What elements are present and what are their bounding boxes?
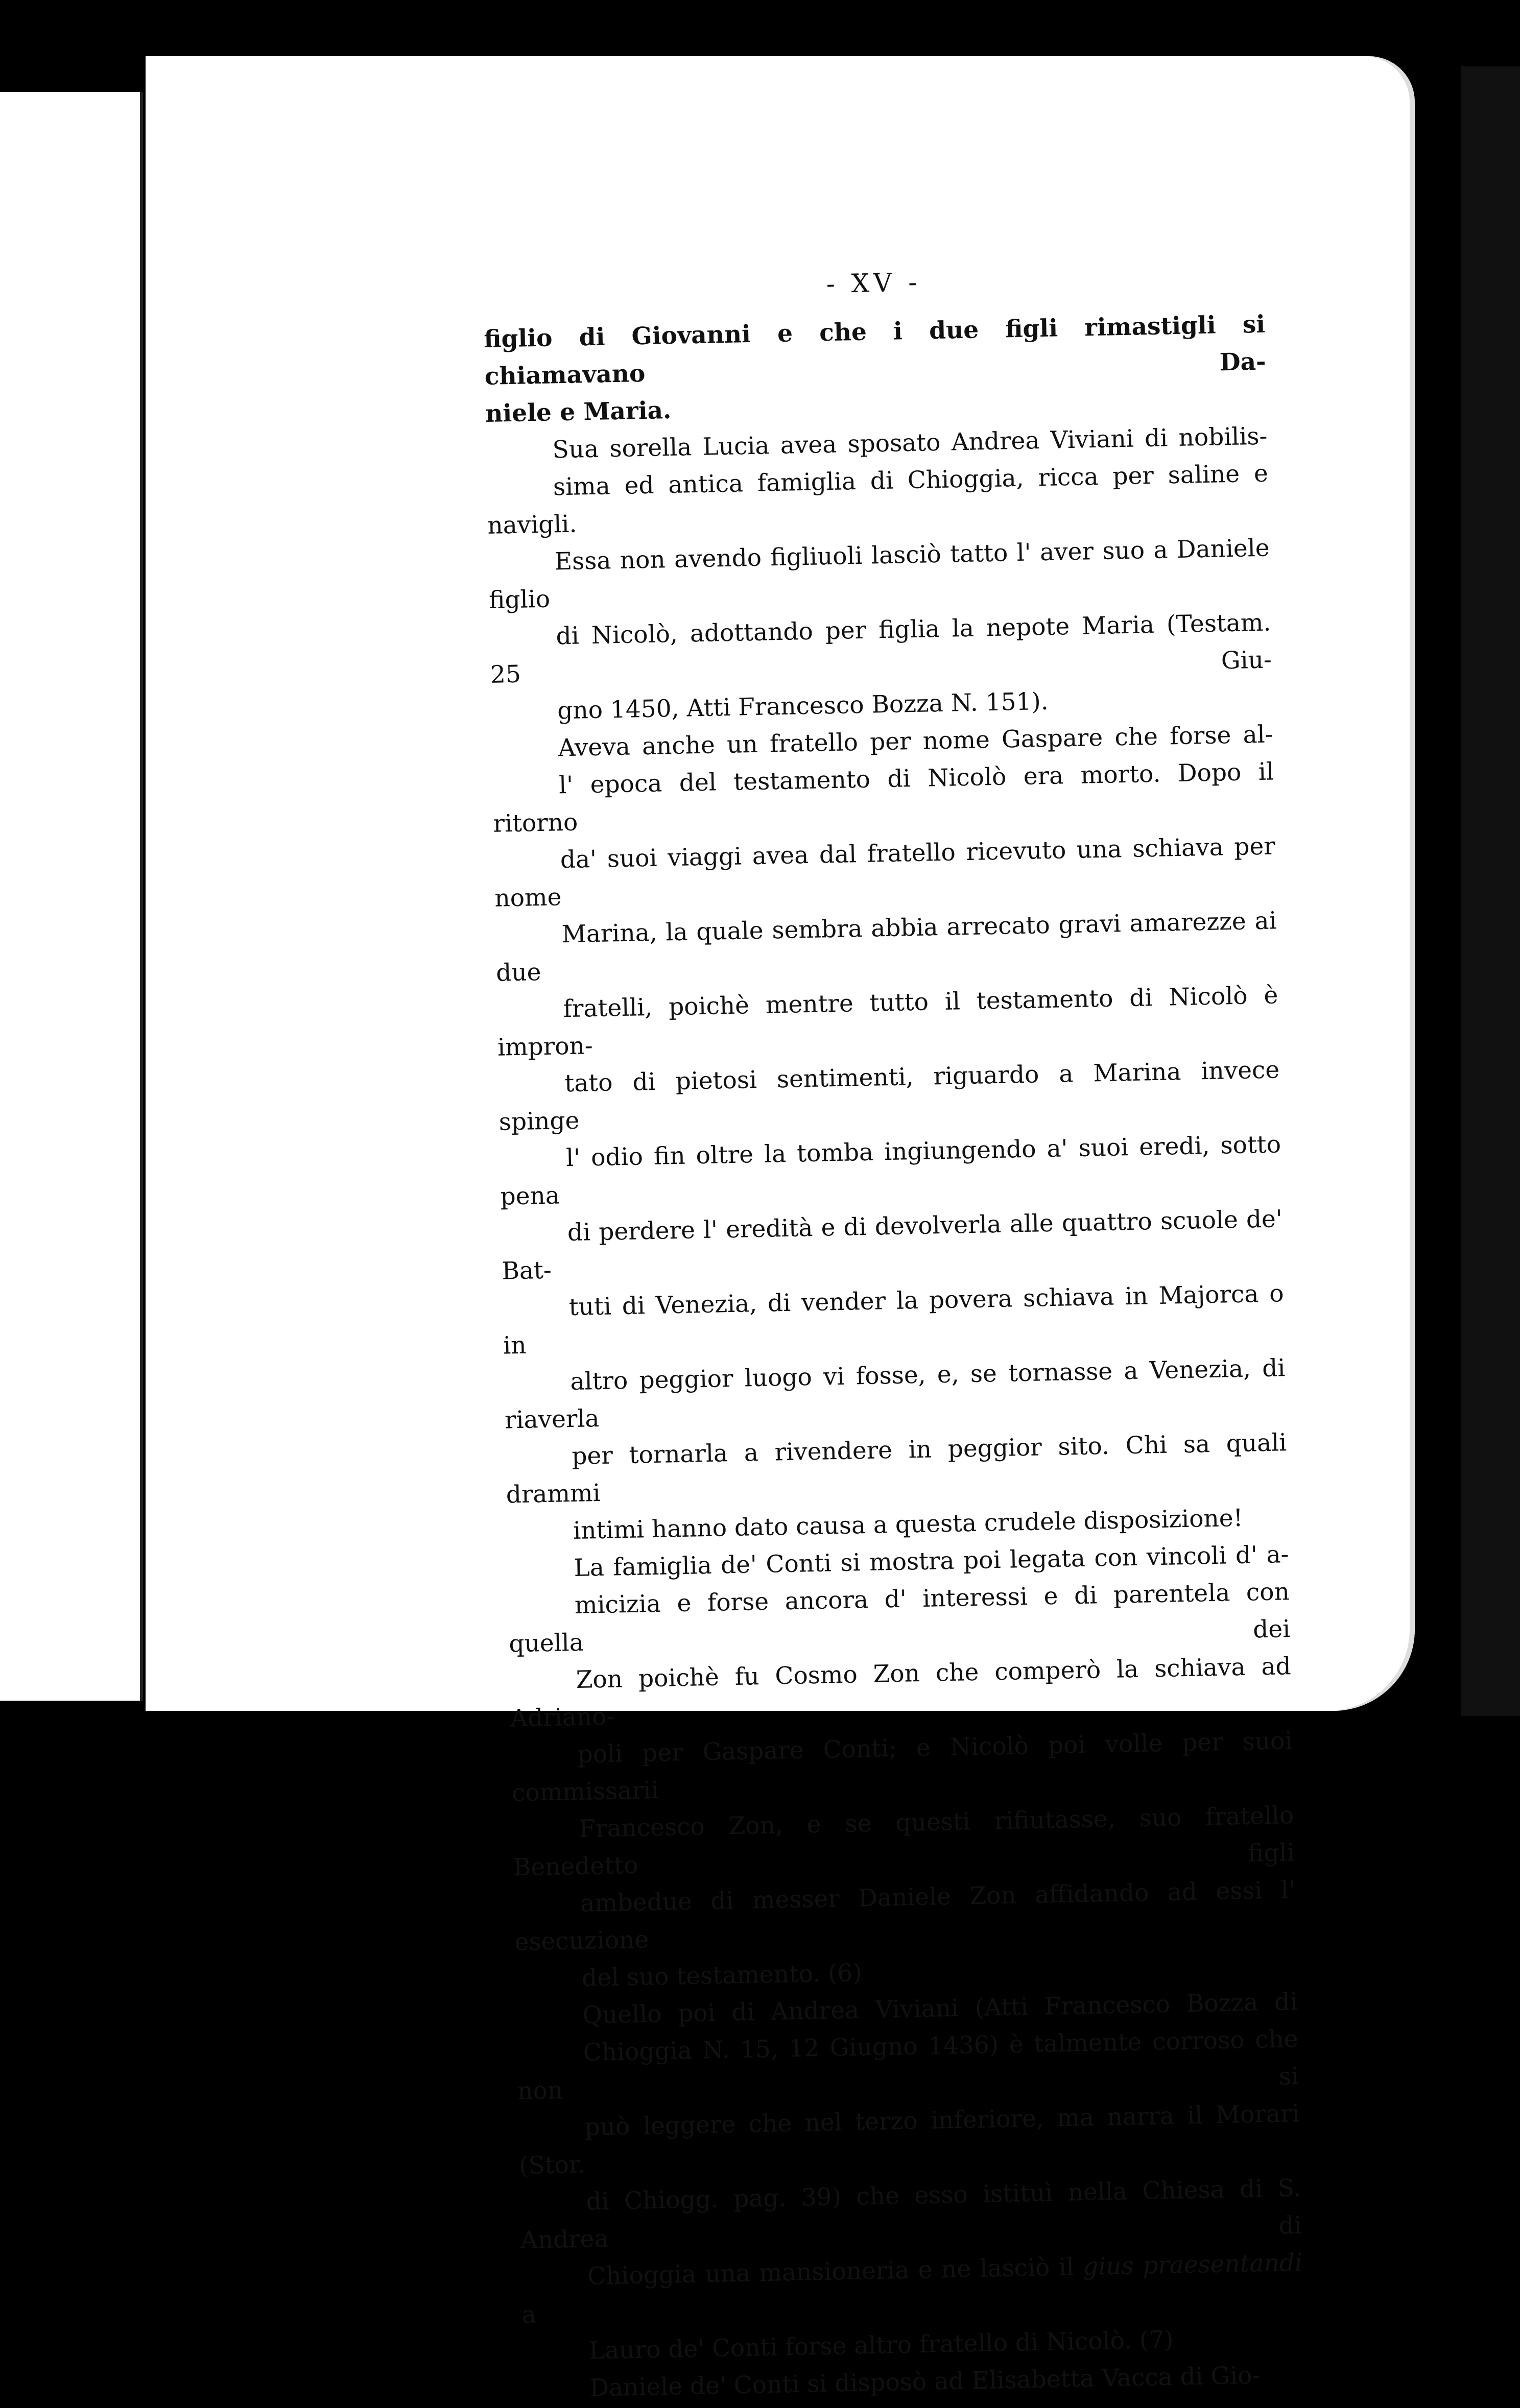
text-line: Lauro de' Conti forse altro fratello di Nicolò. (7) bbox=[588, 2325, 1174, 2365]
binding-shadow bbox=[1461, 66, 1520, 1716]
text-run: a bbox=[521, 2300, 537, 2329]
paragraph bbox=[491, 716, 1289, 1551]
text-line: Chioggia N. 15, 12 Giugno 1436) è talmente corroso che non si bbox=[517, 2024, 1299, 2106]
page-number: - XV - bbox=[826, 267, 921, 299]
text-line: sima ed antica famiglia di Chioggia, ricca per saline e navigli. bbox=[487, 459, 1269, 540]
text-line: Daniele de' Conti si disposò ad Elisabetta Vacca di Gio- bbox=[589, 2361, 1261, 2402]
text-line: di perdere l' eredità e di devolverla alle quattro scuole de' Bat- bbox=[501, 1205, 1283, 1285]
text-line: Marina, la quale sembra abbia arrecato gravi amarezze ai due bbox=[495, 907, 1277, 987]
facing-page-edge bbox=[0, 92, 143, 1701]
text-line: Zon poichè fu Cosmo Zon che comperò la schiava ad Adriano- bbox=[510, 1652, 1292, 1733]
text-line: per tornarla a rivendere in peggior sito. Chi sa quali drammi bbox=[506, 1428, 1287, 1509]
paragraph bbox=[486, 418, 1273, 731]
text-line: fratelli, poichè mentre tutto il testamento di Nicolò è impron- bbox=[497, 981, 1278, 1062]
text-line: da' suoi viaggi avea dal fratello ricevuto una schiava per nome bbox=[494, 832, 1276, 913]
text-line: Essa non avendo figliuoli lasciò tatto l' aver suo a Daniele figlio bbox=[488, 534, 1270, 614]
paragraph bbox=[516, 1983, 1304, 2371]
text-line: del suo testamento. (6) bbox=[581, 1959, 863, 1992]
text-line: figlio di Giovanni e che i due figli rimastigli si chiamavano Da- bbox=[483, 310, 1267, 391]
text-line: tuti di Venezia, di vender la povera schiava in Majorca o in bbox=[503, 1279, 1285, 1360]
text-line: intimi hanno dato causa a questa crudele disposizione! bbox=[573, 1504, 1243, 1545]
text-line: di Chiogg. pag. 39) che esso istituì nella Chiesa di S. Andrea di bbox=[520, 2174, 1302, 2255]
book-page bbox=[146, 56, 1415, 2402]
text-line: poli per Gaspare Conti; e Nicolò poi volle per suoi commissarii bbox=[511, 1727, 1293, 1807]
text-line: La famiglia de' Conti si mostra poi legata con vincoli d' a- bbox=[574, 1540, 1289, 1583]
page-text-block bbox=[483, 261, 1305, 2408]
paragraph bbox=[507, 1536, 1297, 1998]
text-line: può leggere che nel terzo inferiore, ma narra il Morari (Stor. bbox=[518, 2099, 1300, 2180]
text-line: Quello poi di Andrea Viviani (Atti Francesco Bozza di bbox=[582, 1988, 1298, 2030]
text-line: ambedue di messer Daniele Zon affidando ad essi l' esecuzione bbox=[514, 1876, 1296, 1957]
text-line: l' odio fin oltre la tomba ingiungendo a' suoi eredi, sotto pena bbox=[500, 1130, 1281, 1211]
text-line: tato di pietosi sentimenti, riguardo a Marina invece spinge bbox=[498, 1056, 1280, 1136]
text-line bbox=[521, 2244, 1304, 2333]
text-line: di Nicolò, adottando per figlia la nepote Maria (Testam. 25 Giu- bbox=[490, 608, 1272, 689]
paragraph bbox=[484, 306, 1267, 433]
text-line: micizia e forse ancora d' interessi e di parentela con quella dei bbox=[508, 1578, 1291, 1658]
text-line: Aveva anche un fratello per nome Gaspare che forse al- bbox=[558, 720, 1274, 762]
italic-latin-phrase: gius praesentandi bbox=[1082, 2248, 1303, 2281]
text-run: Chioggia una mansioneria e ne lasciò il bbox=[587, 2253, 1083, 2291]
text-line: altro peggior luogo vi fosse, e, se tornasse a Venezia, di riaverla bbox=[504, 1354, 1286, 1435]
text-line: l' epoca del testamento di Nicolò era morto. Dopo il ritorno bbox=[493, 757, 1274, 838]
text-line: Sua sorella Lucia avea sposato Andrea Viviani di nobilis- bbox=[552, 422, 1268, 464]
text-line: Francesco Zon, e se questi rifiutasse, suo fratello Benedetto figli bbox=[513, 1801, 1295, 1882]
text-line: niele e Maria. bbox=[485, 396, 672, 428]
paragraphs bbox=[484, 306, 1305, 2408]
text-line: gno 1450, Atti Francesco Bozza N. 151). bbox=[557, 687, 1049, 725]
